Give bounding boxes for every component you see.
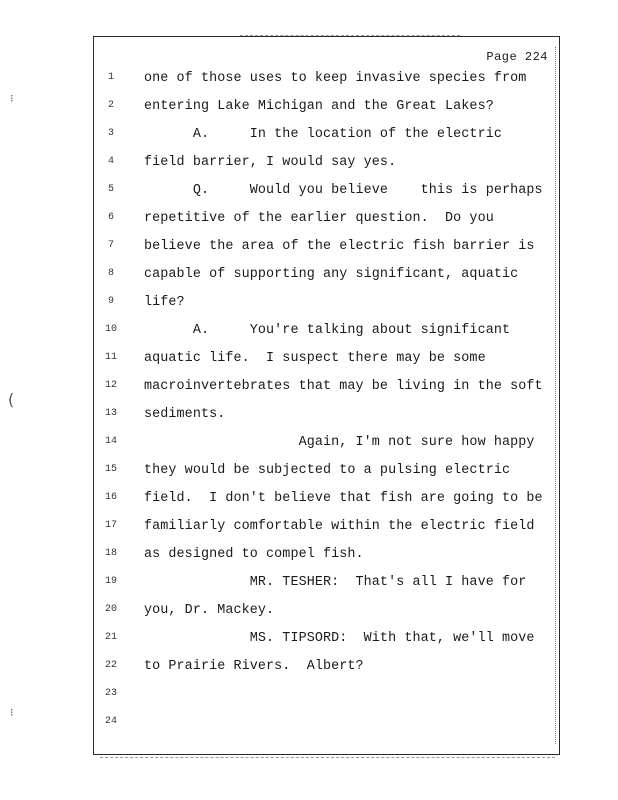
line-number: 4 (107, 156, 114, 167)
transcript-line: entering Lake Michigan and the Great Lakes? (144, 99, 494, 114)
line-number: 16 (104, 492, 117, 503)
line-number: 6 (107, 212, 114, 223)
transcript-line: sediments. (144, 407, 226, 422)
line-number: 8 (107, 268, 114, 279)
line-number: 12 (104, 380, 117, 391)
line-number: 15 (104, 464, 117, 475)
transcript-text (144, 68, 558, 740)
scan-speck-icon: ⁝ (10, 706, 14, 719)
binder-hole-icon: ( (8, 390, 15, 409)
scan-artifact-bottom (100, 757, 555, 758)
line-number: 20 (104, 604, 117, 615)
line-number-column (98, 68, 124, 740)
transcript-line: you, Dr. Mackey. (144, 603, 275, 618)
transcript-line: macroinvertebrates that may be living in the soft (144, 379, 543, 394)
line-number: 18 (104, 548, 117, 559)
transcript-line: familiarly comfortable within the electric field (144, 519, 535, 534)
transcript-line: to Prairie Rivers. Albert? (144, 659, 364, 674)
transcript-line: field barrier, I would say yes. (144, 155, 397, 170)
line-number: 17 (104, 520, 117, 531)
transcript-line: A. In the location of the electric (144, 127, 502, 142)
line-number: 19 (104, 576, 117, 587)
transcript-line (144, 712, 558, 740)
transcript-line: one of those uses to keep invasive species from (144, 71, 527, 86)
transcript-line: capable of supporting any significant, aquatic (144, 267, 519, 282)
scan-speck-icon: ⁝ (10, 92, 14, 105)
line-number: 14 (104, 436, 117, 447)
transcript-line: A. You're talking about significant (144, 323, 511, 338)
transcript-line: field. I don't believe that fish are going to be (144, 491, 543, 506)
line-number: 5 (107, 184, 114, 195)
transcript-line: MR. TESHER: That's all I have for (144, 575, 527, 590)
line-number: 10 (104, 324, 117, 335)
line-number: 23 (104, 688, 117, 699)
line-number: 1 (107, 72, 114, 83)
line-number: 2 (107, 100, 114, 111)
transcript-line: repetitive of the earlier question. Do you (144, 211, 494, 226)
line-number: 11 (104, 352, 117, 363)
line-number: 22 (104, 660, 117, 671)
transcript-line: MS. TIPSORD: With that, we'll move (144, 631, 535, 646)
transcript-line: aquatic life. I suspect there may be some (144, 351, 486, 366)
transcript-line: life? (144, 295, 185, 310)
transcript-line (144, 684, 558, 712)
page-number: Page 224 (486, 50, 548, 64)
transcript-line: as designed to compel fish. (144, 547, 364, 562)
line-number: 13 (104, 408, 117, 419)
line-number: 7 (107, 240, 114, 251)
line-number: 24 (104, 716, 117, 727)
transcript-line: Q. Would you believe this is perhaps (144, 183, 543, 198)
transcript-line: they would be subjected to a pulsing electric (144, 463, 511, 478)
line-number: 21 (104, 632, 117, 643)
line-number: 3 (107, 128, 114, 139)
line-number: 9 (107, 296, 114, 307)
transcript-line: Again, I'm not sure how happy (144, 435, 535, 450)
transcript-line: believe the area of the electric fish barrier is (144, 239, 535, 254)
